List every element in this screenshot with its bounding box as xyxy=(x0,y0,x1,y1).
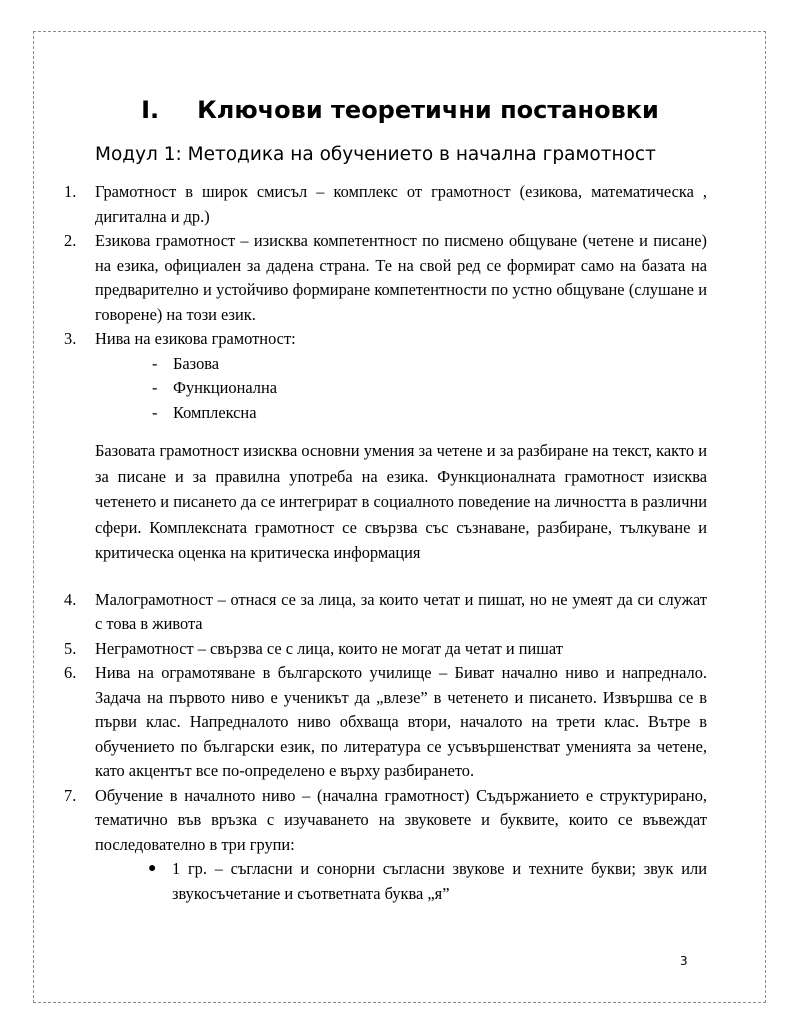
list-marker: 7. xyxy=(64,785,77,805)
sub-list-item-text: Комплексна xyxy=(173,402,257,422)
list-marker: 1. xyxy=(64,182,77,201)
page-number: 3 xyxy=(680,954,688,968)
list-item-text: Неграмотност – свързва се с лица, които не могат да четат и пишат xyxy=(95,638,563,658)
module-title: Модул 1: Методика на обучението в начална грамотност xyxy=(95,144,656,165)
list-item-text: Малограмотност – отнася се за лица, за които четат и пишат, но не умеят да си служат с това в живота xyxy=(95,589,707,633)
list-item-4 xyxy=(64,588,707,637)
list-item-2 xyxy=(64,229,707,327)
list-item-6 xyxy=(64,661,707,784)
list-item-5 xyxy=(64,637,707,662)
bullet-icon: ● xyxy=(148,861,157,876)
chapter-title: Ключови теоретични постановки xyxy=(197,96,659,124)
sub-list-item xyxy=(95,401,707,426)
sub-list-item xyxy=(95,352,707,377)
literacy-levels-list xyxy=(95,352,707,426)
list-item-3 xyxy=(64,327,707,352)
list-marker: 4. xyxy=(64,589,77,609)
list-marker: 6. xyxy=(64,663,77,682)
list-item-text: Езикова грамотност – изисква компетентност по писмено общуване (четене и писане) на езика, официален за дадена страна. Те на свой ред се формират само на базата на предварително и устойчиво формиране компетентности по устно общуване (слушане и говорене) на този език. xyxy=(95,231,707,324)
chapter-number: I. xyxy=(141,96,160,124)
dash-marker: - xyxy=(152,402,158,422)
bullet-list-item xyxy=(95,857,707,906)
list-marker: 3. xyxy=(64,329,77,348)
list-item-text: Обучение в началното ниво – (начална грамотност) Съдържанието е структурирано, тематично във връзка с изучаването на звуковете и буквите, които се въвеждат последователно в три групи: xyxy=(95,785,707,854)
list-item-7 xyxy=(64,784,707,858)
sub-list-item xyxy=(95,376,707,401)
document-body xyxy=(64,180,707,906)
list-marker: 5. xyxy=(64,638,77,658)
chapter-heading xyxy=(0,92,800,128)
sub-list-item-text: Функционална xyxy=(173,378,278,397)
sub-list-item-text: Базова xyxy=(173,353,220,373)
explanatory-paragraph: Базовата грамотност изисква основни умения за четене и за разбиране на текст, както и за писане и за правилна употреба на езика. Функционалната грамотност изисква четенето и писането да се интегрират в социалното поведение на личността в различни сфери. Комплексната грамотност се свързва със съзнаване, разбиране, тълкуване и критическа оценка на критическа информация xyxy=(95,441,707,562)
letter-groups-list xyxy=(95,857,707,906)
list-item-text: Нива на ограмотяване в българското училище – Биват начално ниво и напреднало. Задача на първото ниво е ученикът да „влезе” в четенето и писането. Извършва се в първи клас. Напредналото ниво обхваща втори, началото на трети клас. Вътре в обучението по български език, по литература се усъвършенстват уменията за четене, като акцентът все по-определено е върху разбирането. xyxy=(95,663,707,780)
list-item-1 xyxy=(64,180,707,229)
dash-marker: - xyxy=(152,353,158,373)
dash-marker: - xyxy=(152,378,158,397)
list-marker: 2. xyxy=(64,231,77,250)
list-item-text: Грамотност в широк смисъл – комплекс от грамотност (езикова, математическа , дигитална и др.) xyxy=(95,182,707,226)
list-item-text: Нива на езикова грамотност: xyxy=(95,329,296,348)
bullet-item-text: 1 гр. – съгласни и сонорни съгласни звукове и техните букви; звук или звукосъчетание и съответната буква „я” xyxy=(172,859,707,903)
